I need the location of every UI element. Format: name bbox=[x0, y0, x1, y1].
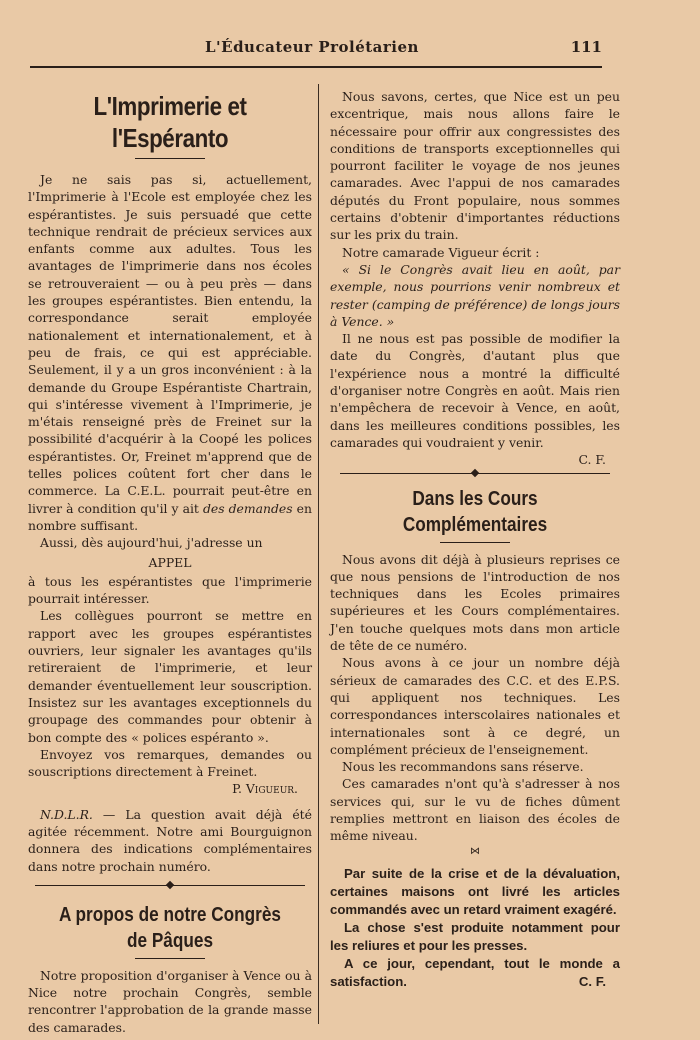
signature-cf-1: C. F. bbox=[578, 452, 606, 468]
esperanto-paragraph-4: Envoyez vos remarques, demandes ou souscriptions directement à Freinet. bbox=[28, 746, 312, 780]
diamond-ornament bbox=[471, 468, 479, 476]
notice-block bbox=[330, 865, 620, 991]
title-underline bbox=[135, 958, 205, 959]
cours-paragraph-1: Nous avons dit déjà à plusieurs reprises ce que nous pensions de l'introduction de nos techniques dans les Ecoles primaires supérieures et les Cours complémentaires. J'en touche quelques mots dans mon article de tête de ce numéro. bbox=[330, 551, 620, 654]
appel-text: à tous les espérantistes que l'imprimerie pourrait intéresser. bbox=[28, 573, 312, 607]
small-ornament: ⋈ bbox=[470, 845, 480, 857]
esperanto-paragraph-1 bbox=[28, 171, 312, 534]
ndlr-note bbox=[28, 806, 312, 875]
journal-title: L'Éducateur Prolétarien bbox=[205, 38, 419, 56]
running-header bbox=[30, 38, 602, 60]
notice-paragraph-2: La chose s'est produite notamment pour les reliures et pour les presses. bbox=[330, 919, 620, 953]
column-divider bbox=[318, 84, 319, 1024]
cours-paragraph-3: Nous les recommandons sans réserve. bbox=[342, 759, 584, 775]
title-underline bbox=[135, 158, 205, 159]
notice-paragraph-3 bbox=[330, 955, 620, 991]
signature-vigueur: P. Vigueur. bbox=[232, 781, 298, 797]
section-separator bbox=[340, 473, 610, 474]
right-column bbox=[330, 88, 620, 991]
esperanto-paragraph-3: Les collègues pourront se mettre en rapport avec les groupes espérantistes ouvriers, leur signaler les avantages qu'ils retireraient de l'imprimerie, et leur demander éventuellement leur souscription. Insistez sur les avantages exceptionnels du groupage des commandes pour obtenir à bon compte des « polices espéranto ». bbox=[28, 608, 312, 745]
ndlr-text: — La question avait déjà été agitée récemment. Notre ami Bourguignon donnera des indications complémentaires dans notre prochain numéro. bbox=[28, 806, 312, 874]
notice-text: A ce jour, cependant, tout le monde a satisfaction. bbox=[330, 955, 620, 989]
paragraph-text: Je ne sais pas si, actuellement, l'Imprimerie à l'Ecole est employée chez les espérantistes. Je suis persuadé que cette technique rendrait de précieux services aux enfants comme aux adultes. Tous les avantages de l'imprimerie dans nos écoles se retrouveraient — ou à peu près — dans les groupes espérantistes. Bien entendu, la correspondance serait employée nationalement et internationalement, et à peu de frais, ce qui est appréciable. Seulement, il y a un gros inconvénient : à la demande du Groupe Espérantiste Chartrain, qui s'intéresse vivement à l'Imprimerie, je m'étais renseigné près de Freinet sur la possibilité d'acquérir à la Coopé les polices espérantistes. Or, Freinet m'apprend que de telles polices coûtent fort cher dans le commerce. La C.E.L. pourrait peut-être en livrer à condition qu'il y ait bbox=[28, 172, 312, 516]
article-title-cours: Dans les Cours Complémentaires bbox=[402, 487, 548, 536]
section-separator bbox=[35, 885, 305, 886]
diamond-ornament bbox=[166, 881, 174, 889]
quote-text: « Si le Congrès avait lieu en août, par exemple, nous pourrions venir nombreux et rester (camping de préférence) de longs jours à Vence. » bbox=[330, 261, 620, 329]
left-column bbox=[28, 88, 312, 1036]
emphasis-text: des demandes bbox=[202, 500, 293, 516]
congres-paragraph-3: Notre camarade Vigueur écrit : bbox=[342, 244, 540, 260]
appel-heading: APPEL bbox=[148, 554, 192, 570]
notice-paragraph-1: Par suite de la crise et de la dévaluation, certaines maisons ont livré les articles commandés avec un retard vraiment exagéré. bbox=[330, 865, 620, 917]
congres-paragraph-1: Notre proposition d'organiser à Vence ou à Nice notre prochain Congrès, semble rencontrer l'approbation de la grande masse des camarades. bbox=[28, 967, 312, 1035]
title-underline bbox=[440, 542, 510, 543]
esperanto-paragraph-2: Aussi, dès aujourd'hui, j'adresse un bbox=[40, 535, 263, 551]
ndlr-label: N.D.L.R. bbox=[40, 806, 93, 822]
congres-quote bbox=[330, 261, 620, 330]
header-rule bbox=[30, 66, 602, 68]
cours-paragraph-2: Nous avons à ce jour un nombre déjà sérieux de camarades des C.C. et des E.P.S. qui appliquent nos techniques. Les correspondances interscolaires nationales et internationales sont à ce degré, un complément précieux de l'enseignement. bbox=[330, 655, 620, 757]
cours-paragraph-4: Ces camarades n'ont qu'à s'adresser à nos services qui, sur le vu de fiches dûment remplies mettront en liaison des écoles de même niveau. bbox=[330, 776, 620, 844]
congres-paragraph-2: Nous savons, certes, que Nice est un peu excentrique, mais nous allons faire le nécessaire pour offrir aux congressistes des conditions de transports exceptionnelles qui pourront faciliter le voyage de nos jeunes camarades. Avec l'appui de nos camarades députés du Front populaire, nous sommes certains d'obtenir d'importantes réductions sur les prix du train. bbox=[330, 89, 620, 243]
article-title-congres: A propos de notre Congrès de Pâques bbox=[58, 903, 282, 952]
signature-cf-2: C. F. bbox=[578, 973, 606, 989]
article-title-esperanto: L'Imprimerie et l'Espéranto bbox=[93, 91, 247, 153]
paragraph-end: en nombre suffisant. bbox=[28, 500, 312, 533]
page-number: 111 bbox=[570, 38, 602, 56]
congres-paragraph-4: Il ne nous est pas possible de modifier la date du Congrès, d'autant plus que l'expérience nous a montré la difficulté d'organiser notre Congrès en août. Mais rien n'empêchera de recevoir à Vence, en août, dans les meilleures conditions possibles, les camarades qui voudraient y venir. bbox=[330, 331, 620, 450]
